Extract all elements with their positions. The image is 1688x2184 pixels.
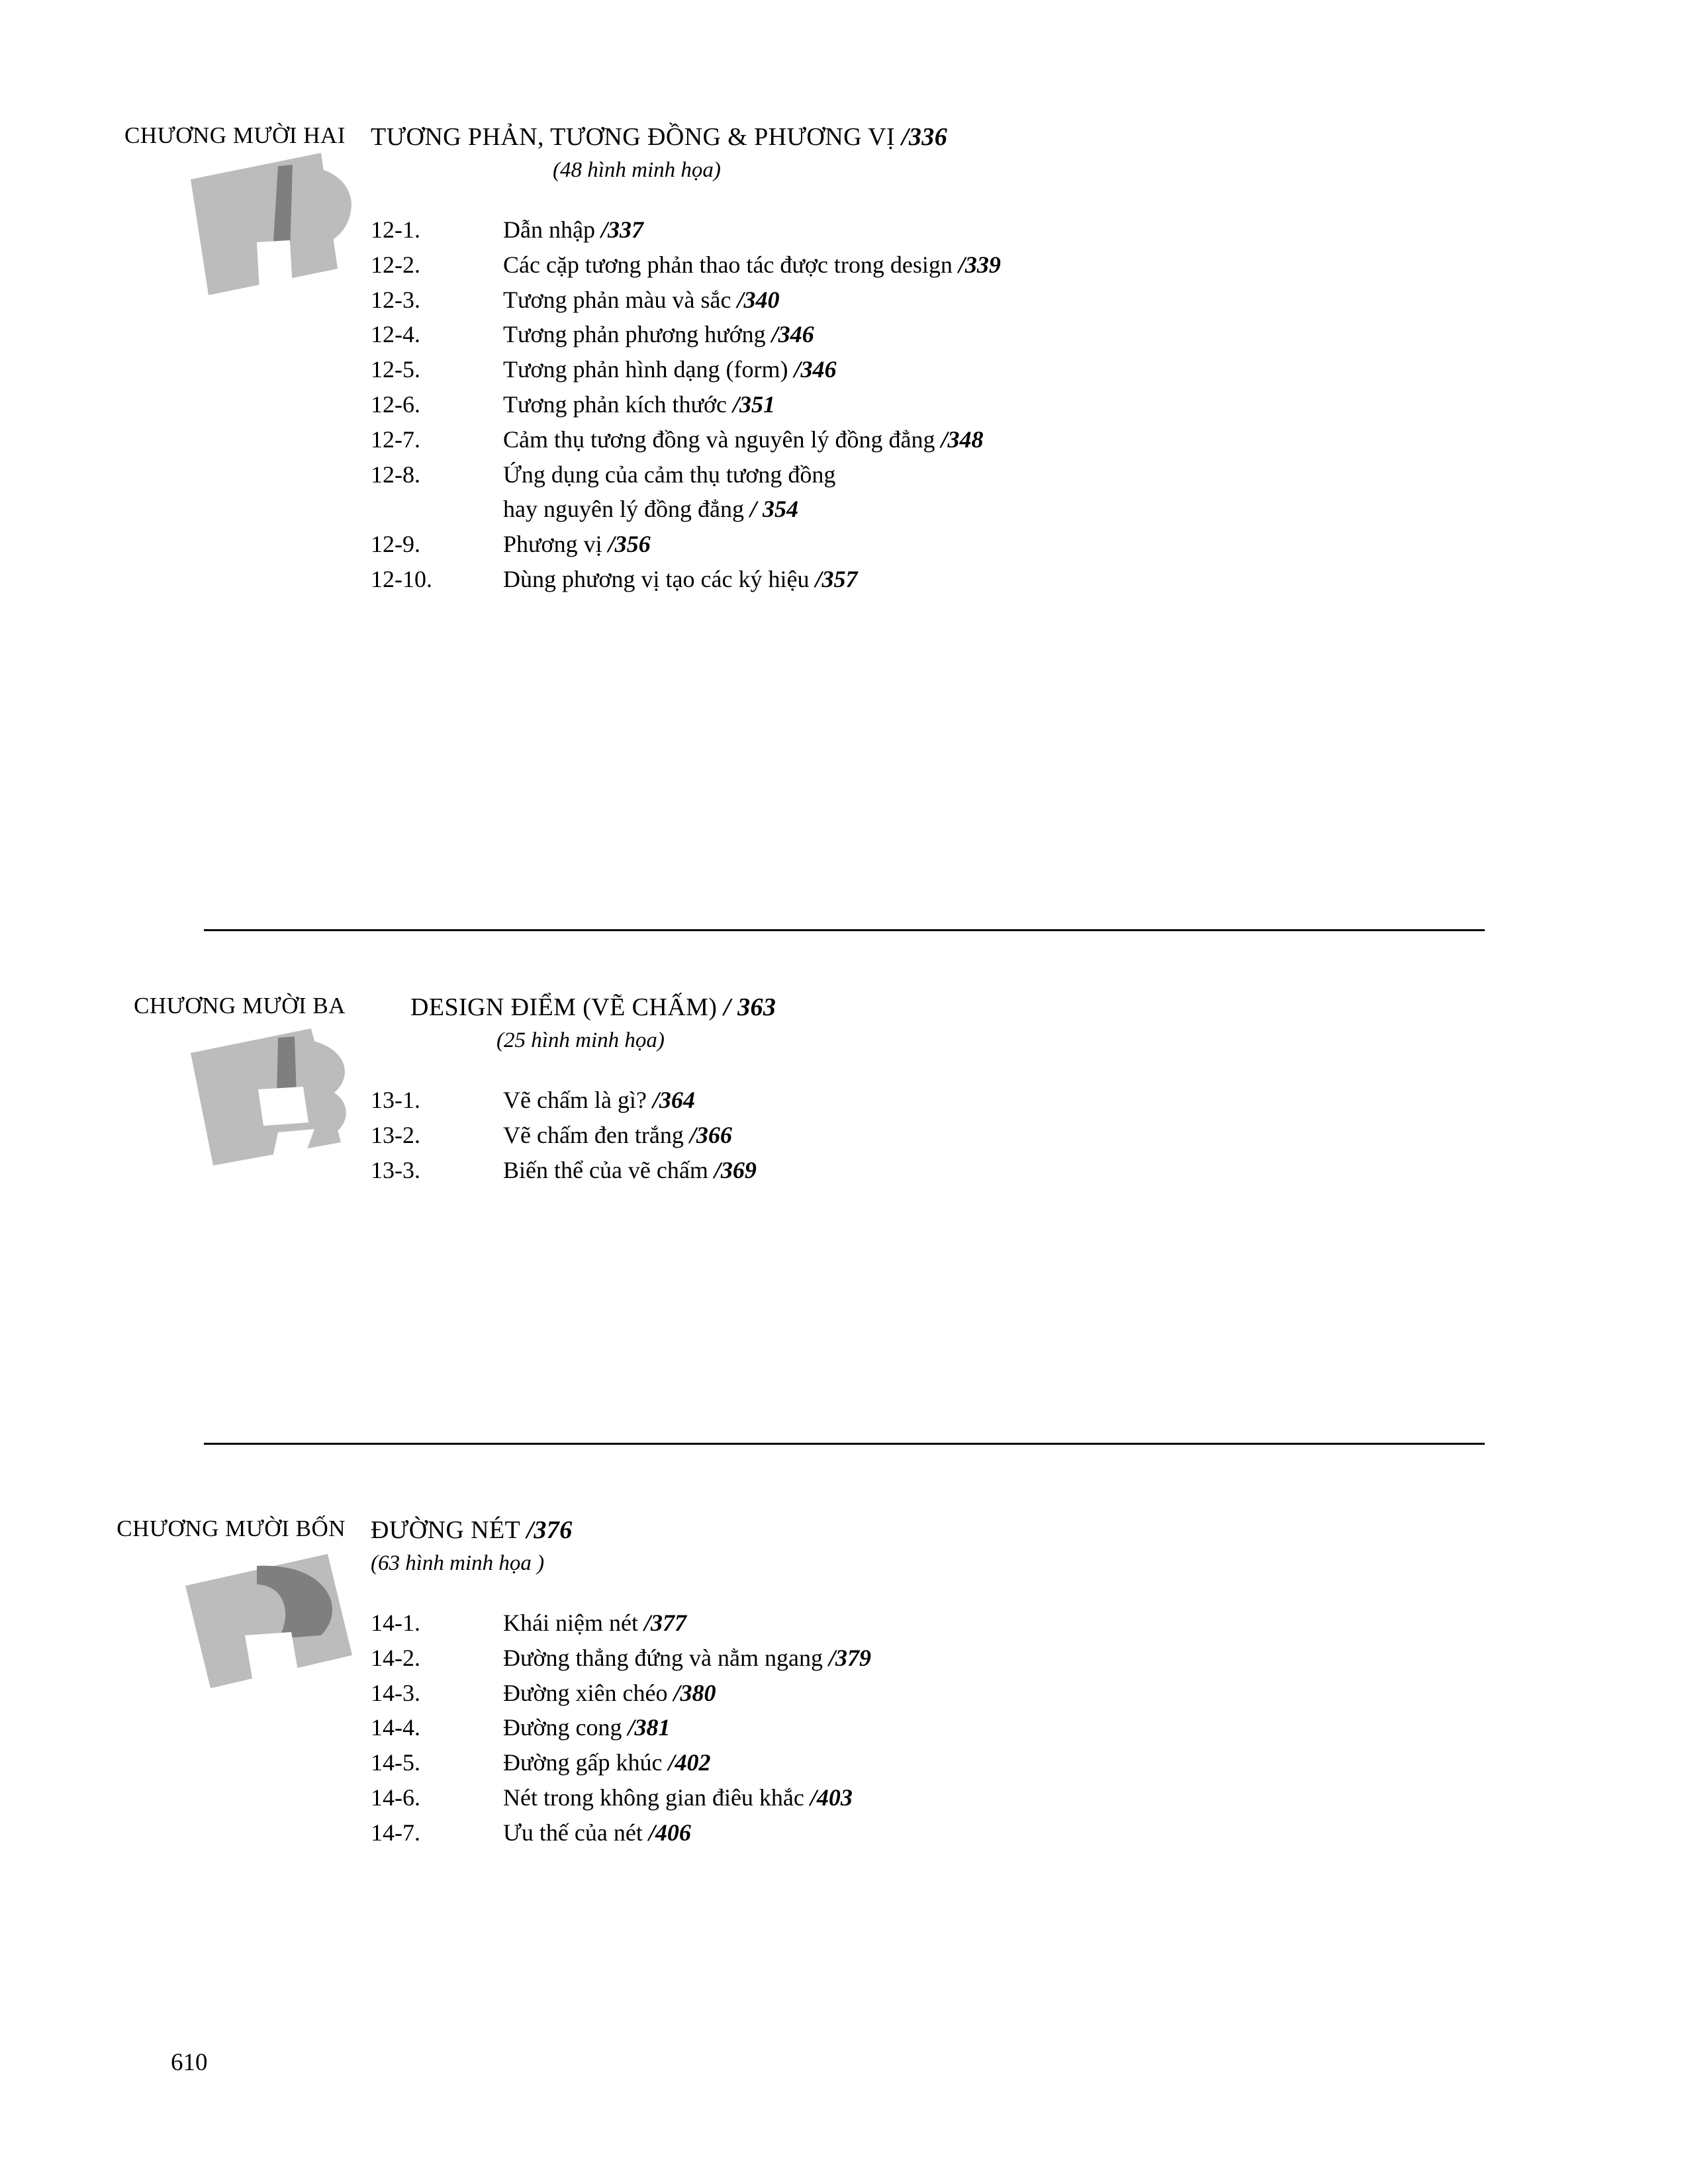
chapter-twelve-illustration-count: (48 hình minh họa) — [553, 158, 721, 182]
toc-entry-text — [503, 1678, 1688, 1709]
chapter-fourteen-right-column — [371, 1516, 1688, 1852]
toc-entry-number: 14-2. — [371, 1644, 420, 1671]
chapter-twelve-left-column — [0, 122, 371, 312]
chapter-fourteen-glyph-wrap — [0, 1546, 371, 1705]
chapter-fourteen-illustration-count: (63 hình minh họa ) — [371, 1551, 545, 1575]
toc-entry-number: 14-5. — [371, 1749, 420, 1776]
chapter-thirteen-glyph-wrap — [0, 1023, 371, 1182]
toc-entry-title: Đường thẳng đứng và nằm ngang — [503, 1644, 823, 1671]
toc-entry-title: Khái niệm nét — [503, 1610, 638, 1636]
toc-entry-title: Đường cong — [503, 1714, 622, 1741]
chapter-thirteen-toc — [371, 1085, 1688, 1185]
chapter-thirteen-right-column — [371, 993, 1688, 1189]
toc-entry-page: /348 — [941, 426, 984, 453]
toc-entry-title: Vẽ chấm là gì? — [503, 1087, 647, 1113]
toc-entry[interactable] — [371, 354, 1688, 385]
toc-entry-text — [503, 1817, 1688, 1848]
toc-entry[interactable] — [371, 564, 1688, 595]
toc-entry-page: /356 — [608, 531, 651, 558]
toc-entry-text — [503, 529, 1688, 560]
toc-entry[interactable] — [371, 285, 1688, 316]
toc-entry-text — [503, 1155, 1688, 1186]
toc-entry[interactable] — [371, 389, 1688, 420]
chapter-twelve-toc — [371, 214, 1688, 595]
toc-entry[interactable] — [371, 424, 1688, 455]
toc-entry-text — [503, 424, 1688, 455]
toc-entry-number: 12-10. — [371, 565, 432, 592]
toc-entry[interactable] — [371, 1782, 1688, 1813]
toc-entry-text — [503, 214, 1688, 246]
toc-entry-continuation-text: hay nguyên lý đồng đẳng — [503, 496, 744, 523]
chapter-glyph-p-svg — [179, 153, 377, 305]
chapter-glyph-b — [179, 1023, 377, 1179]
toc-entry-page: /380 — [673, 1679, 716, 1706]
chapter-thirteen-title — [371, 993, 1688, 1022]
chapter-section-twelve — [0, 122, 1688, 599]
toc-entry-number: 13-2. — [371, 1121, 420, 1148]
toc-entry-title: Phương vị — [503, 531, 602, 558]
toc-entry-page: /339 — [958, 251, 1001, 278]
toc-entry-page: /357 — [815, 565, 858, 592]
page-folio: 610 — [171, 2049, 208, 2076]
chapter-glyph-b-svg — [179, 1023, 377, 1175]
toc-entry[interactable] — [371, 529, 1688, 560]
chapter-fourteen-title-text: ĐƯỜNG NÉT — [371, 1516, 520, 1544]
toc-entry-page: /364 — [652, 1087, 695, 1113]
chapter-section-thirteen — [0, 993, 1688, 1189]
toc-entry-number: 14-1. — [371, 1610, 420, 1636]
chapter-thirteen-left-column — [0, 993, 371, 1182]
toc-entry-number: 12-3. — [371, 286, 420, 313]
toc-entry-page: /346 — [794, 356, 837, 383]
chapter-fourteen-title-page: /376 — [526, 1516, 573, 1544]
toc-entry-number: 14-4. — [371, 1714, 420, 1741]
toc-entry[interactable] — [371, 250, 1688, 281]
chapter-thirteen-title-page: / 363 — [724, 993, 776, 1021]
toc-entry-text — [503, 1782, 1688, 1813]
chapter-glyph-p — [179, 153, 377, 308]
toc-entry-title: Đường xiên chéo — [503, 1679, 668, 1706]
chapter-fourteen-title — [371, 1516, 1688, 1545]
toc-entry[interactable] — [371, 1747, 1688, 1778]
chapter-twelve-title-page: /336 — [901, 123, 948, 151]
toc-entry[interactable] — [371, 1643, 1688, 1674]
chapter-glyph-c-svg — [179, 1546, 391, 1705]
toc-entry-page: /402 — [668, 1749, 711, 1776]
toc-entry-text — [503, 285, 1688, 316]
toc-entry-text — [503, 1643, 1688, 1674]
toc-entry-number: 14-6. — [371, 1784, 420, 1811]
toc-entry-title: Nét trong không gian điêu khắc — [503, 1784, 804, 1811]
toc-entry-number: 13-3. — [371, 1156, 420, 1183]
chapter-fourteen-toc — [371, 1608, 1688, 1848]
toc-entry-text — [503, 564, 1688, 595]
toc-entry[interactable] — [371, 459, 1688, 490]
chapter-fourteen-left-column — [0, 1516, 371, 1705]
chapter-twelve-title-text: TƯƠNG PHẢN, TƯƠNG ĐỒNG & PHƯƠNG VỊ — [371, 123, 896, 151]
toc-entry-number: 12-9. — [371, 531, 420, 558]
toc-entry[interactable] — [371, 1817, 1688, 1848]
toc-entry[interactable] — [371, 1120, 1688, 1151]
toc-entry-title: Dẫn nhập — [503, 216, 595, 243]
toc-entry-number: 12-6. — [371, 390, 420, 418]
chapter-section-fourteen — [0, 1516, 1688, 1852]
chapter-twelve-glyph-wrap — [0, 153, 371, 312]
toc-entry-number: 12-2. — [371, 251, 420, 278]
toc-entry[interactable] — [371, 214, 1688, 246]
toc-entry-title: Ưu thế của nét — [503, 1819, 643, 1846]
toc-entry-text — [503, 1085, 1688, 1116]
toc-entry-title: Tương phản màu và sắc — [503, 286, 731, 313]
toc-entry-text — [503, 1747, 1688, 1778]
toc-entry-continuation-page: / 354 — [749, 496, 798, 523]
toc-entry-page: /377 — [643, 1610, 686, 1636]
toc-entry-number: 14-7. — [371, 1819, 420, 1846]
toc-entry-title: Cảm thụ tương đồng và nguyên lý đồng đẳng — [503, 426, 935, 453]
toc-entry-text — [503, 319, 1688, 350]
toc-entry-page: /406 — [648, 1819, 691, 1846]
toc-entry[interactable] — [371, 1712, 1688, 1743]
toc-entry-text — [503, 1608, 1688, 1639]
toc-entry[interactable] — [371, 319, 1688, 350]
toc-entry-title: Các cặp tương phản thao tác được trong design — [503, 251, 953, 278]
toc-entry-page: /379 — [828, 1644, 871, 1671]
toc-entry-number: 12-4. — [371, 321, 420, 348]
toc-entry-page: /340 — [737, 286, 780, 313]
toc-entry-page: /381 — [628, 1714, 671, 1741]
toc-entry-title: Dùng phương vị tạo các ký hiệu — [503, 565, 810, 592]
toc-entry-text — [503, 1712, 1688, 1743]
chapter-twelve-title — [371, 122, 1688, 152]
toc-entry-number: 13-1. — [371, 1087, 420, 1113]
toc-entry-title: Tương phản hình dạng (form) — [503, 356, 788, 383]
chapter-twelve-label: CHƯƠNG MƯỜI HAI — [124, 122, 346, 148]
toc-entry-number: 14-3. — [371, 1679, 420, 1706]
toc-entry-number: 12-8. — [371, 461, 420, 488]
toc-entry-title: Tương phản kích thước — [503, 390, 727, 418]
toc-entry-page: /346 — [771, 321, 814, 348]
toc-entry[interactable] — [371, 1155, 1688, 1186]
toc-entry[interactable] — [371, 1608, 1688, 1639]
toc-entry-page: /337 — [600, 216, 643, 243]
toc-entry-title: Tương phản phương hướng — [503, 321, 766, 348]
toc-entry-text — [503, 250, 1688, 281]
chapter-twelve-right-column — [371, 122, 1688, 599]
toc-entry-text — [503, 354, 1688, 385]
toc-entry-page: /351 — [733, 390, 776, 418]
section-divider-one — [204, 929, 1485, 931]
toc-entry[interactable] — [371, 1678, 1688, 1709]
toc-entry-page: /366 — [689, 1121, 732, 1148]
chapter-glyph-c — [179, 1546, 391, 1708]
toc-entry[interactable] — [371, 1085, 1688, 1116]
toc-entry-number: 12-5. — [371, 356, 420, 383]
toc-entry-title: Ứng dụng của cảm thụ tương đồng — [503, 461, 836, 488]
toc-entry-page: /369 — [714, 1156, 757, 1183]
chapter-thirteen-illustration-count: (25 hình minh họa) — [496, 1028, 665, 1052]
toc-entry-title: Đường gấp khúc — [503, 1749, 663, 1776]
toc-entry-title: Biến thể của vẽ chấm — [503, 1156, 708, 1183]
chapter-thirteen-title-text: DESIGN ĐIỂM (VẼ CHẤM) — [410, 993, 718, 1021]
toc-entry-number: 12-7. — [371, 426, 420, 453]
toc-entry-continuation — [503, 494, 1688, 525]
toc-entry-number: 12-1. — [371, 216, 420, 243]
chapter-thirteen-label: CHƯƠNG MƯỜI BA — [134, 993, 346, 1019]
toc-entry-title: Vẽ chấm đen trắng — [503, 1121, 684, 1148]
chapter-fourteen-label: CHƯƠNG MƯỜI BỐN — [117, 1516, 346, 1541]
toc-entry-text — [503, 389, 1688, 420]
toc-entry-page: /403 — [810, 1784, 853, 1811]
toc-entry-text — [503, 459, 1688, 490]
section-divider-two — [204, 1443, 1485, 1445]
toc-entry-text — [503, 1120, 1688, 1151]
